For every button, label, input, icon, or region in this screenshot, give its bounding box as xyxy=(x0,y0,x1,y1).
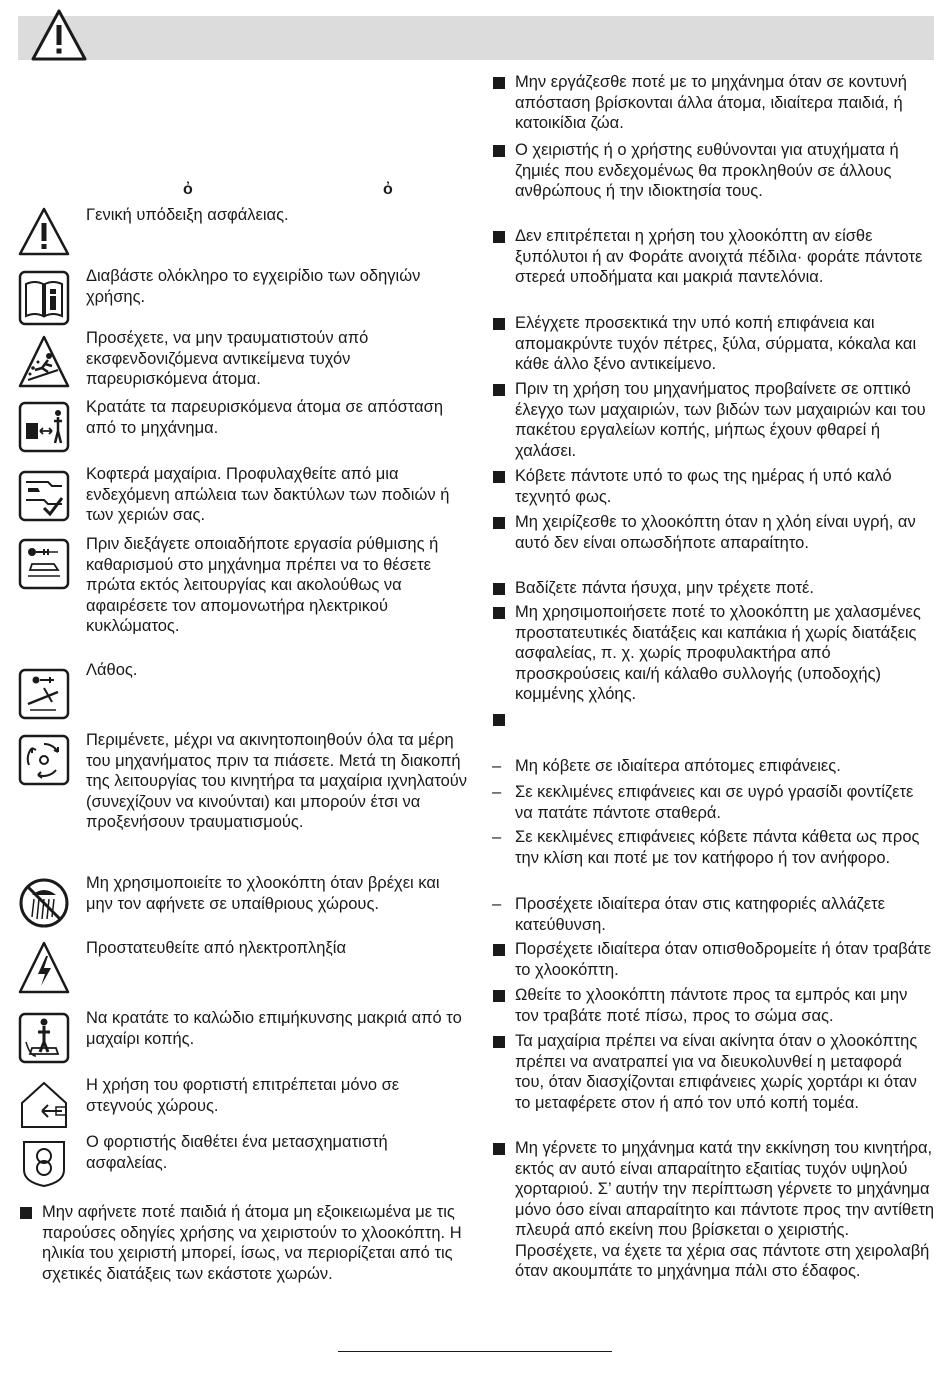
symbol-text: Γενική υπόδειξη ασφάλειας. xyxy=(86,206,289,224)
bullet-text: Τα μαχαίρια πρέπει να είναι ακίνητα όταν ο χλοοκόπτης πρέπει να ανατραπεί για να διευκολυνθεί η μεταφορά του, όταν διασχίζονται επιφάνειες χωρίς χορτάρι κι όταν το μεταφέρετε στον ή από τον υπό κοπή τομέα. xyxy=(515,1032,918,1112)
bullet-text: Ωθείτε το χλοοκόπτη πάντοτε προς τα εμπρός και μην τον τραβάτε ποτέ πίσω, προς το σώμα σας. xyxy=(515,986,908,1025)
bullet-square xyxy=(493,145,505,157)
bullet-square xyxy=(493,384,505,396)
bullet-square xyxy=(493,77,505,89)
symbol-text: Μη χρησιμοποιείτε το χλοοκόπτη όταν βρέχει και μην τον αφήνετε σε υπαίθριους χώρους. xyxy=(86,874,440,913)
symbol-text: Πριν διεξάγετε οποιαδήποτε εργασία ρύθμισης ή καθαρισμού στο μηχάνημα πρέπει να το θέσετε πρώτα εκτός λειτουργίας και ακολούθως να αφαιρέσετε τον απομονωτήρα ηλεκτρικού κυκλώματος. xyxy=(86,535,439,635)
symbol-glyph: ὀ xyxy=(183,181,193,198)
bullet-text: Μη χειρίζεσθε το χλοοκόπτη όταν η χλόη είναι υγρή, αν αυτό δεν είναι οπωσδήποτε απαραίτητο. xyxy=(515,513,916,552)
bullet-square xyxy=(493,1143,505,1155)
bullet-square xyxy=(20,1207,32,1219)
bullet-square xyxy=(493,990,505,1002)
symbol-glyph: ὀ xyxy=(383,181,393,198)
symbol-text: Κρατάτε τα παρευρισκόμενα άτομα σε απόσταση από το μηχάνημα. xyxy=(86,398,443,437)
rotating-blades-icon xyxy=(18,734,70,786)
bullet-text: Μην εργάζεσθε ποτέ με το μηχάνημα όταν σε κοντυνή απόσταση βρίσκονται άλλα άτομα, ιδιαίτερα παιδιά, ή κατοικίδια ζώα. xyxy=(515,73,907,132)
symbol-text: Η χρήση του φορτιστή επιτρέπεται μόνο σε στεγνούς χώρους. xyxy=(86,1076,400,1115)
manual-book-icon xyxy=(18,270,70,322)
keep-distance-icon xyxy=(18,401,70,453)
header-bar xyxy=(18,16,934,60)
bullet-square xyxy=(493,471,505,483)
symbol-text: Λάθος. xyxy=(86,661,138,679)
footer-rule xyxy=(338,1351,612,1352)
warning-triangle-icon xyxy=(18,205,70,257)
warning-triangle-icon xyxy=(30,8,88,62)
bullet-square xyxy=(493,714,505,726)
bullet-text: Δεν επιτρέπεται η χρήση του χλοοκόπτη αν είσθε ξυπόλυτοι ή αν Φοράτε ανοιχτά πέδιλα· φοράτε πάντοτε στερεά υποδήματα και μακριά παντελόνια. xyxy=(515,227,923,286)
indoor-charger-icon xyxy=(18,1079,70,1131)
bullet-square xyxy=(493,607,505,619)
bullet-text: Κόβετε πάντοτε υπό το φως της ημέρας ή υπό καλό τεχνητό φως. xyxy=(515,467,892,506)
bullet-square xyxy=(493,944,505,956)
symbol-text: Να κρατάτε το καλώδιο επιμήκυνσης μακριά από το μαχαίρι κοπής. xyxy=(86,1009,462,1048)
symbol-text: Προσέχετε, να μην τραυματιστούν από εκσφενδονιζόμενα αντικείμενα τυχόν παρευρισκόμενα άτομα. xyxy=(86,329,369,388)
cable-away-icon xyxy=(18,1012,70,1064)
safety-transformer-icon xyxy=(18,1136,70,1188)
symbol-text: Κοφτερά μαχαίρια. Προφυλαχθείτε από μια ενδεχόμενη απώλεια των δακτύλων των ποδιών ή των χεριών σας. xyxy=(86,465,450,524)
symbol-text: Περιμένετε, μέχρι να ακινητοποιηθούν όλα τα μέρη του μηχανήματος πριν τα πιάσετε. Μετά τη διακοπή της λειτουργίας του κινητήρα τα μαχαίρια ιχνηλατούν (συνεχίζουν να κινούνται) και μπορούν έτσι να προξενήσουν τραυματισμούς. xyxy=(86,731,468,831)
dash-marker: – xyxy=(492,783,502,801)
bullet-square xyxy=(493,583,505,595)
symbol-text: Διαβάστε ολόκληρο το εγχειρίδιο των οδηγιών χρήσης. xyxy=(86,267,421,306)
bullet-square xyxy=(493,517,505,529)
bullet-text: Μη γέρνετε το μηχάνημα κατά την εκκίνηση του κινητήρα, εκτός αν αυτό είναι απαραίτητο εξαιτίας τυχόν υψηλού χορταριού. Σ’ αυτήν την περίπτωση γέρνετε το μηχάνημα μόνο όσο είναι απαραίτητο και πάντοτε προς την αντίθετη πλευρά από εκείνη που βρίσκεται ο χειριστής. Προσέχετε, να έχετε τα χέρια σας πάντοτε στη χειρολαβή όταν ακουμπάτε το μηχάνημα πάλι στο έδαφος. xyxy=(515,1139,935,1280)
bullet-text: Ο χειριστής ή ο χρήστης ευθύνονται για ατυχήματα ή ζημιές που ενδεχομένως θα προκληθούν σε άλλους ανθρώπους ή την ιδιοκτησία τους. xyxy=(515,141,899,200)
bullet-text: Ελέγχετε προσεκτικά την υπό κοπή επιφάνεια και απομακρύντε τυχόν πέτρες, ξύλα, σύρματα, κόκαλα και κάθε άλλο ξένο αντικείμενο. xyxy=(515,314,917,373)
bullet-text: Μην αφήνετε ποτέ παιδιά ή άτομα μη εξοικειωμένα με τις παρούσες οδηγίες χρήσης να χειριστούν το χλοοκόπτη. Η ηλικία του χειριστή μπορεί, ίσως, να περιορίζεται από τις σχετικές διατάξεις των εκάστοτε χωρών. xyxy=(42,1203,462,1283)
symbol-text: Προστατευθείτε από ηλεκτροπληξία xyxy=(86,939,347,957)
wrong-handling-icon xyxy=(18,668,70,720)
symbol-text: Ο φορτιστής διαθέτει ένα μετασχηματιστή ασφαλείας. xyxy=(86,1133,388,1172)
flying-objects-icon xyxy=(18,334,70,386)
bullet-square xyxy=(493,318,505,330)
bullet-text: Βαδίζετε πάντα ήσυχα, μην τρέχετε ποτέ. xyxy=(515,579,814,597)
sharp-blades-icon xyxy=(18,470,70,522)
dash-text: Προσέχετε ιδιαίτερα όταν στις κατηφοριές αλλάζετε κατεύθυνση. xyxy=(515,895,886,934)
no-rain-icon xyxy=(18,877,70,929)
dash-text: Μη κόβετε σε ιδιαίτερα απότομες επιφάνειες. xyxy=(515,757,841,775)
bullet-square xyxy=(493,231,505,243)
dash-text: Σε κεκλιμένες επιφάνειες κόβετε πάντα κάθετα ως προς την κλίση και ποτέ με τον κατήφορο ή τον ανήφορο. xyxy=(515,828,920,867)
bullet-text: Μη χρησιμοποιήσετε ποτέ το χλοοκόπτη με χαλασμένες προστατευτικές διατάξεις και καπάκια ή χωρίς διατάξεις ασφαλείας, π. χ. χωρίς προφυλακτήρα από προσκρούσεις και/ή κάλαθο συλλογής (υποδοχής) κομμένης χλόης. xyxy=(515,603,921,703)
unplug-before-maintenance-icon xyxy=(18,538,70,590)
dash-marker: – xyxy=(492,895,502,913)
dash-marker: – xyxy=(492,828,502,846)
electric-shock-icon xyxy=(18,940,70,992)
bullet-text: Πριν τη χρήση του μηχανήματος προβαίνετε σε οπτικό έλεγχο των μαχαιριών, των βιδών των μαχαιριών και του πακέτου εργαλείων κοπής, μήπως έχουν φθαρεί ή χαλάσει. xyxy=(515,380,926,460)
dash-text: Σε κεκλιμένες επιφάνειες και σε υγρό γρασίδι φοντίζετε να πατάτε πάντοτε σταθερά. xyxy=(515,783,914,822)
bullet-square xyxy=(493,1036,505,1048)
dash-marker: – xyxy=(492,757,502,775)
bullet-text: Πορσέχετε ιδιαίτερα όταν οπισθοδρομείτε ή όταν τραβάτε το χλοοκόπτη. xyxy=(515,940,932,979)
